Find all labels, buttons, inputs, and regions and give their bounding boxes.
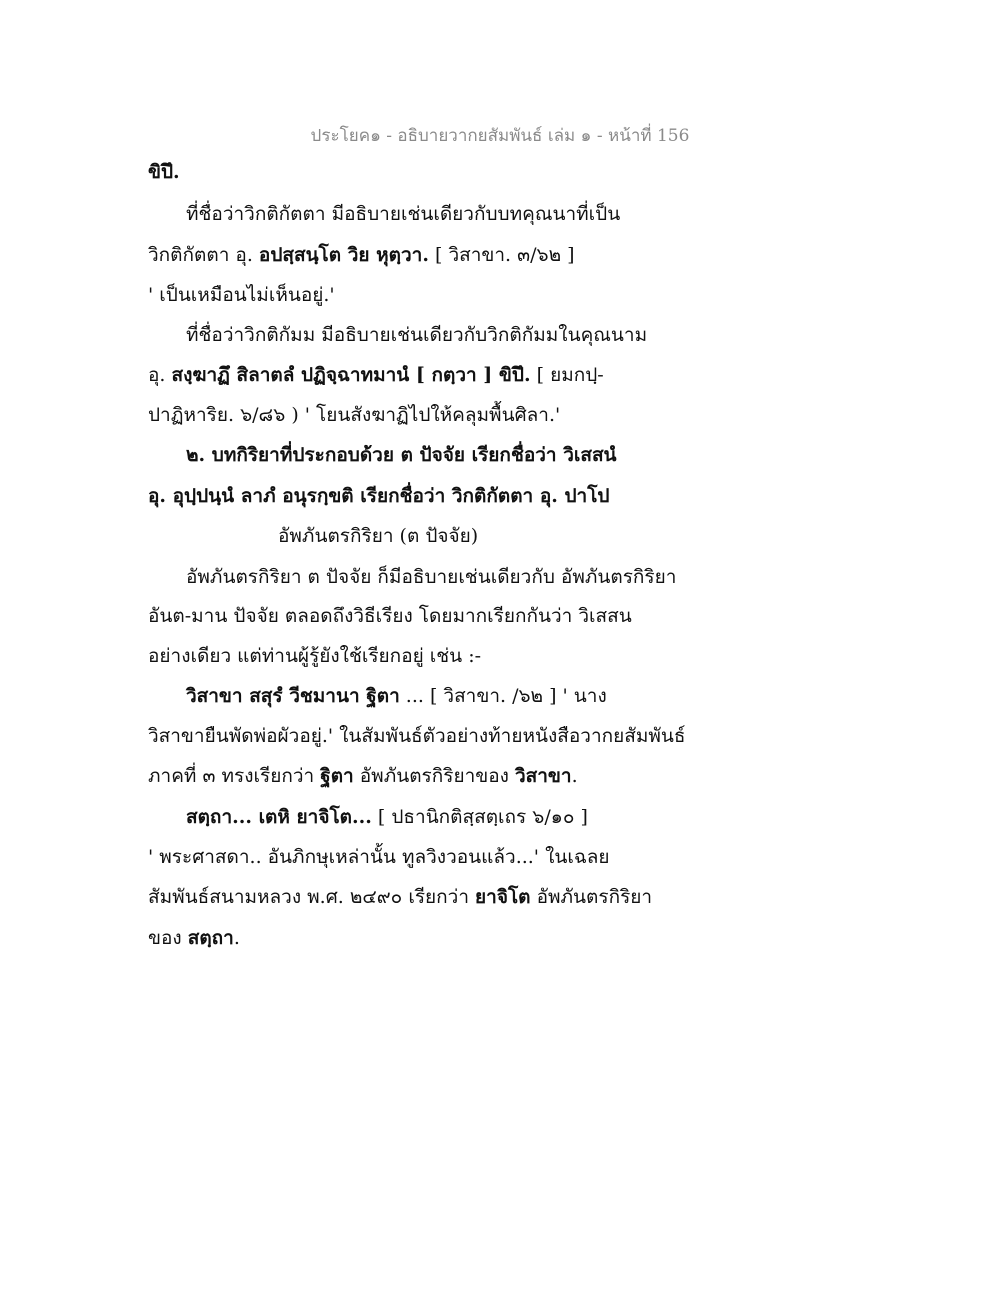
text-span: สัมพันธ์สนามหลวง พ.ศ. ๒๔๙๐ เรียกว่า bbox=[148, 886, 476, 908]
text-line bbox=[148, 883, 652, 911]
text-line bbox=[148, 401, 560, 429]
text-line bbox=[148, 361, 604, 389]
bold-text: วิสาขา สสุรํ วีชมานา ฐิตา bbox=[186, 685, 400, 707]
bold-text: ๒. บทกิริยาที่ประกอบด้วย ต ปัจจัย เรียกชื่อว่า วิเสสนํ bbox=[186, 444, 617, 466]
text-line bbox=[148, 281, 335, 309]
text-span: ' เป็นเหมือนไม่เห็นอยู่.' bbox=[148, 284, 335, 306]
bold-text: ขิปึ. bbox=[148, 161, 180, 183]
text-line bbox=[186, 200, 620, 228]
text-line bbox=[148, 602, 632, 630]
text-span: ที่ชื่อว่าวิกติกัมม มีอธิบายเช่นเดียวกับวิกติกัมมในคุณนาม bbox=[186, 324, 648, 346]
text-line bbox=[148, 158, 180, 186]
text-span: อย่างเดียว แต่ท่านผู้รู้ยังใช้เรียกอยู่ เช่น :- bbox=[148, 645, 482, 667]
text-span: . bbox=[233, 927, 240, 949]
text-span: วิสาขายืนพัดพ่อผัวอยู่.' ในสัมพันธ์ตัวอย่างท้ายหนังสือวากยสัมพันธ์ bbox=[148, 725, 686, 747]
text-span: อัพภันตรกิริยา (ต ปัจจัย) bbox=[278, 525, 479, 547]
bold-text: อปสฺสนฺโต วิย หุตฺวา. bbox=[258, 244, 429, 266]
text-line bbox=[148, 722, 685, 750]
bold-text: สตฺถา bbox=[187, 927, 234, 949]
text-line bbox=[278, 522, 478, 550]
text-line bbox=[186, 441, 617, 469]
text-span: [ วิสาขา. ๓/๖๒ ] bbox=[428, 244, 575, 266]
text-line bbox=[148, 241, 575, 269]
bold-text: สงฺฆาฏึ สิลาตลํ ปฏิจฺฉาทมานํ [ กตฺวา ] ขิปึ. bbox=[171, 364, 531, 386]
text-span: อุ. bbox=[148, 364, 172, 386]
text-line bbox=[186, 682, 607, 710]
text-line bbox=[148, 843, 610, 871]
text-span: อัพภันตรกิริยา bbox=[530, 886, 653, 908]
text-span: [ ยมกปฺ- bbox=[530, 364, 604, 386]
text-span: [ ปธานิกติสฺสตฺเถร ๖/๑๐ ] bbox=[371, 806, 588, 828]
text-line bbox=[148, 642, 481, 670]
text-span: อันต-มาน ปัจจัย ตลอดถึงวิธีเรียง โดยมากเรียกกันว่า วิเสสน bbox=[148, 605, 632, 627]
text-span: ของ bbox=[148, 927, 188, 949]
text-line bbox=[186, 321, 647, 349]
text-span: อัพภันตรกิริยาของ bbox=[353, 765, 515, 787]
text-span: ปาฏิหาริย. ๖/๘๖ ) ' โยนสังฆาฏิไปให้คลุมพื้นศิลา.' bbox=[148, 404, 561, 426]
bold-text: ฐิตา bbox=[320, 765, 354, 787]
bold-text: วิสาขา bbox=[514, 765, 572, 787]
text-line bbox=[148, 482, 609, 510]
text-span: อัพภันตรกิริยา ต ปัจจัย ก็มีอธิบายเช่นเดียวกับ อัพภันตรกิริยา bbox=[186, 566, 677, 588]
text-line bbox=[186, 563, 676, 591]
text-span: . bbox=[571, 765, 578, 787]
text-span: ที่ชื่อว่าวิกติกัตตา มีอธิบายเช่นเดียวกับบทคุณนาที่เป็น bbox=[186, 203, 621, 225]
text-span: วิกติกัตตา อุ. bbox=[148, 244, 259, 266]
bold-text: อุ. อุปฺปนฺนํ ลาภํ อนุรกฺขติ เรียกชื่อว่า วิกติกัตตา อุ. ปาโป bbox=[148, 485, 610, 507]
text-line bbox=[148, 762, 578, 790]
text-span: ' พระศาสดา.. อันภิกษุเหล่านั้น ทูลวิงวอนแล้ว...' ในเฉลย bbox=[148, 846, 610, 868]
text-span: ภาคที่ ๓ ทรงเรียกว่า bbox=[148, 765, 321, 787]
text-line bbox=[148, 924, 240, 952]
page-header: ประโยค๑ - อธิบายวากยสัมพันธ์ เล่ม ๑ - หน้าที่ 156 bbox=[310, 126, 690, 146]
text-span: ... [ วิสาขา. /๖๒ ] ' นาง bbox=[399, 685, 607, 707]
bold-text: สตฺถา... เตหิ ยาจิโต... bbox=[186, 806, 372, 828]
text-line bbox=[186, 803, 588, 831]
bold-text: ยาจิโต bbox=[475, 886, 531, 908]
